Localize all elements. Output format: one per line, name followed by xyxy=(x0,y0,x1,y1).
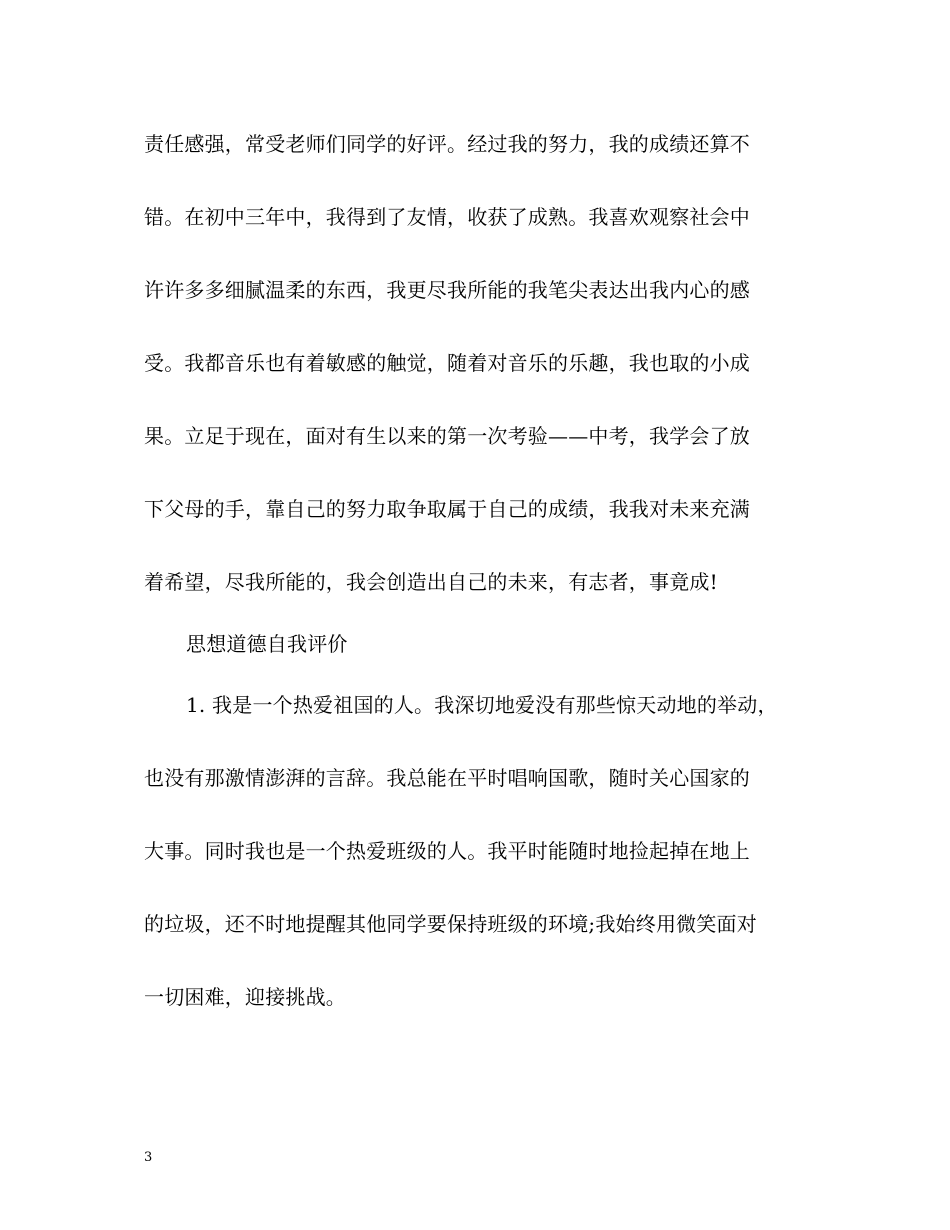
paragraph-line: 果。立足于现在，面对有生以来的第一次考验——中考，我学会了放 xyxy=(144,424,750,448)
paragraph-line: 责任感强，常受老师们同学的好评。经过我的努力，我的成绩还算不 xyxy=(144,132,750,156)
section-heading: 思想道德自我评价 xyxy=(186,632,348,656)
paragraph-line: 错。在初中三年中，我得到了友情，收获了成熟。我喜欢观察社会中 xyxy=(144,205,750,229)
paragraph-line: 受。我都音乐也有着敏感的触觉，随着对音乐的乐趣，我也取的小成 xyxy=(144,351,750,375)
paragraph-line: 下父母的手，靠自己的努力取争取属于自己的成绩，我我对未来充满 xyxy=(144,497,750,521)
paragraph-line: 大事。同时我也是一个热爱班级的人。我平时能随时地捡起掉在地上 xyxy=(144,839,750,863)
paragraph-line: 许许多多细腻温柔的东西，我更尽我所能的我笔尖表达出我内心的感 xyxy=(144,278,750,302)
paragraph-line: 1. 我是一个热爱祖国的人。我深切地爱没有那些惊天动地的举动， xyxy=(186,693,778,717)
paragraph-line: 的垃圾，还不时地提醒其他同学要保持班级的环境;我始终用微笑面对 xyxy=(144,912,757,936)
page-number: 3 xyxy=(144,1150,153,1165)
paragraph-line: 也没有那激情澎湃的言辞。我总能在平时唱响国歌，随时关心国家的 xyxy=(144,766,750,790)
paragraph-line: 一切困难，迎接挑战。 xyxy=(144,985,346,1009)
paragraph-line: 着希望，尽我所能的，我会创造出自己的未来，有志者，事竟成! xyxy=(144,570,718,594)
